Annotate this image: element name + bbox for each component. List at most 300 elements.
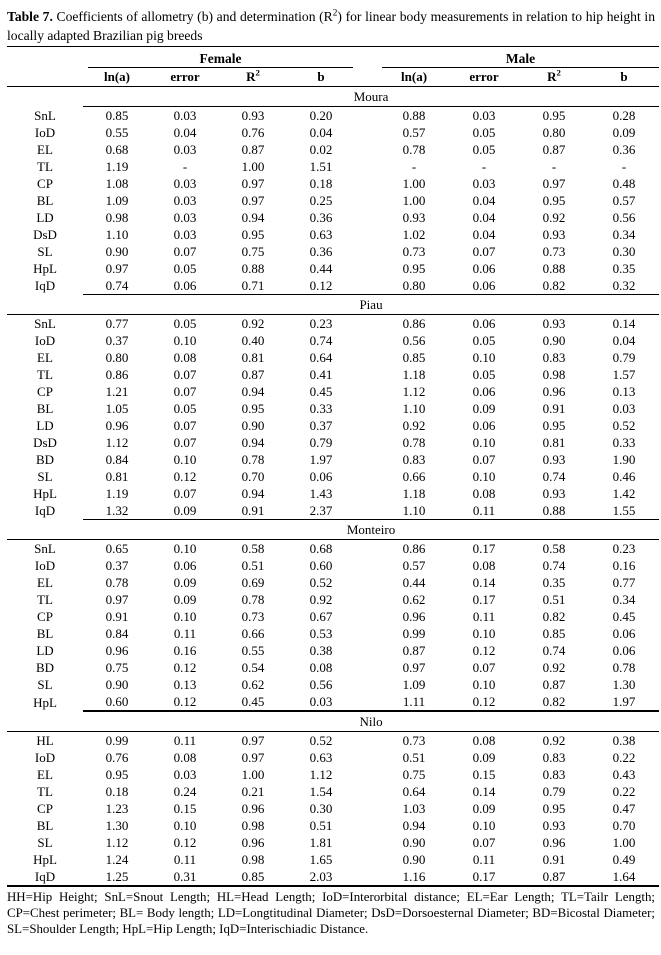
value-cell: 0.16 <box>173 643 197 658</box>
female-b-header: b <box>287 68 355 87</box>
value-cell: 0.20 <box>309 108 333 123</box>
value-cell: 0.12 <box>151 693 219 711</box>
value-cell: 0.68 <box>105 142 129 157</box>
value-cell: 0.83 <box>402 452 426 467</box>
gap-cell <box>355 502 379 520</box>
row-label: IqD <box>7 868 83 886</box>
value-cell: 0.07 <box>173 367 197 382</box>
row-label: IqD <box>34 503 56 519</box>
male-error-header: error <box>449 68 519 87</box>
value-cell: 0.62 <box>241 677 265 692</box>
section-label: Monteiro <box>83 520 659 540</box>
value-cell: 0.09 <box>472 750 496 765</box>
value-cell: 0.07 <box>173 418 197 433</box>
table-row <box>7 434 659 451</box>
value-cell: 0.87 <box>241 142 265 157</box>
value-cell: 0.53 <box>309 626 333 641</box>
gap-cell <box>355 749 379 766</box>
table-row <box>7 608 659 625</box>
table-caption <box>7 7 655 45</box>
value-cell: 0.90 <box>105 244 129 259</box>
value-cell: 0.85 <box>219 868 287 886</box>
female-error-header: error <box>151 68 219 87</box>
gap-cell <box>355 260 379 277</box>
value-cell: 1.09 <box>402 677 426 692</box>
row-label: HpL <box>33 261 57 276</box>
value-cell: 0.37 <box>105 333 129 348</box>
value-cell: 2.37 <box>287 502 355 520</box>
value-cell: 0.03 <box>472 108 496 123</box>
value-cell: 0.02 <box>309 142 333 157</box>
value-cell: 0.78 <box>612 660 636 675</box>
section-label-spacer <box>7 520 83 540</box>
value-cell: 0.84 <box>105 626 129 641</box>
value-cell: 0.45 <box>612 609 636 624</box>
value-cell: 0.92 <box>542 733 566 748</box>
value-cell: 0.83 <box>542 767 566 782</box>
value-cell: 0.13 <box>612 384 636 399</box>
value-cell: 0.23 <box>612 541 636 556</box>
value-cell: 0.10 <box>472 677 496 692</box>
value-cell: 0.95 <box>542 801 566 816</box>
value-cell: 0.95 <box>241 227 265 242</box>
gap-cell <box>355 732 379 750</box>
value-cell: 0.88 <box>402 108 426 123</box>
value-cell: 0.11 <box>472 852 496 867</box>
value-cell: 0.03 <box>173 142 197 157</box>
value-cell: 0.06 <box>173 558 197 573</box>
value-cell: 0.67 <box>309 609 333 624</box>
value-cell: 1.10 <box>402 401 426 416</box>
value-cell: 0.56 <box>309 677 333 692</box>
value-cell: 0.90 <box>241 418 265 433</box>
value-cell: 0.91 <box>542 852 566 867</box>
value-cell: 0.74 <box>542 558 566 573</box>
value-cell: 0.12 <box>173 660 197 675</box>
value-cell: 0.96 <box>105 418 129 433</box>
value-cell: 0.34 <box>612 227 636 242</box>
value-cell: 0.90 <box>542 333 566 348</box>
value-cell: 0.73 <box>241 609 265 624</box>
value-cell: 0.38 <box>612 733 636 748</box>
value-cell: 0.97 <box>542 176 566 191</box>
table-footnote: HH=Hip Height; SnL=Snout Length; HL=Head Length; IoD=Interorbital distance; EL=Ear Length; TL=Tailr Length; CP=Chest perimeter; BL= Body length; LD=Longtitudinal Diameter; DsD=Dorsoesternal Diameter; BD=Bicostal Diameter; SL=Shoulder Length; HpL=Hip Length; IqD=Interischiadic Distance. <box>7 890 655 936</box>
value-cell: 0.87 <box>402 643 426 658</box>
value-cell: 0.96 <box>105 643 129 658</box>
section-label-spacer <box>7 711 83 732</box>
value-cell: 0.43 <box>612 767 636 782</box>
value-cell: 1.97 <box>309 452 333 467</box>
value-cell: 0.49 <box>612 852 636 867</box>
value-cell: 0.06 <box>449 277 519 295</box>
gap-cell <box>355 642 379 659</box>
value-cell: 0.04 <box>173 125 197 140</box>
value-cell: 0.21 <box>241 784 265 799</box>
value-cell: 0.55 <box>105 125 129 140</box>
value-cell: 0.57 <box>402 125 426 140</box>
gap-cell <box>355 349 379 366</box>
value-cell: 0.10 <box>173 541 197 556</box>
value-cell: 1.09 <box>105 193 129 208</box>
gap-cell <box>355 800 379 817</box>
value-cell: 0.52 <box>612 418 636 433</box>
section-label-row <box>7 87 659 107</box>
value-cell: 0.10 <box>173 818 197 833</box>
value-cell: 0.92 <box>402 418 426 433</box>
value-cell: 1.02 <box>402 227 426 242</box>
value-cell: 1.00 <box>241 767 265 782</box>
value-cell: 0.12 <box>472 643 496 658</box>
table-row <box>7 315 659 333</box>
value-cell: 0.37 <box>105 558 129 573</box>
value-cell: 1.10 <box>105 227 129 242</box>
value-cell: 0.03 <box>173 767 197 782</box>
value-cell: 0.18 <box>105 784 129 799</box>
value-cell: 0.07 <box>472 835 496 850</box>
value-cell: 0.04 <box>472 193 496 208</box>
table-row <box>7 383 659 400</box>
value-cell: 0.56 <box>402 333 426 348</box>
gap-cell <box>355 277 379 295</box>
table-row <box>7 332 659 349</box>
value-cell: 0.11 <box>173 733 197 748</box>
gap-cell <box>355 591 379 608</box>
value-cell: 0.56 <box>612 210 636 225</box>
table-row <box>7 107 659 125</box>
value-cell: 1.57 <box>612 367 636 382</box>
value-cell: 0.51 <box>402 750 426 765</box>
value-cell: 1.51 <box>309 159 333 174</box>
value-cell: 0.75 <box>241 244 265 259</box>
value-cell: 1.08 <box>105 176 129 191</box>
value-cell: 0.12 <box>173 835 197 850</box>
section-label: Piau <box>83 295 659 315</box>
value-cell: 0.70 <box>612 818 636 833</box>
value-cell: 0.83 <box>542 350 566 365</box>
value-cell: 0.78 <box>241 592 265 607</box>
row-label: BL <box>36 193 54 208</box>
value-cell: 1.54 <box>309 784 333 799</box>
row-label: SL <box>37 677 53 692</box>
value-cell: 0.09 <box>173 575 197 590</box>
caption-text-a: Coefficients of allometry (b) and determination (R <box>52 9 333 24</box>
table-row <box>7 175 659 192</box>
value-cell: 0.63 <box>309 750 333 765</box>
gap-cell <box>355 400 379 417</box>
row-label: SL <box>37 469 53 484</box>
value-cell: 0.96 <box>241 801 265 816</box>
value-cell: 0.44 <box>309 261 333 276</box>
value-cell: 0.09 <box>612 125 636 140</box>
value-cell: 0.35 <box>612 261 636 276</box>
gap-cell <box>355 124 379 141</box>
value-cell: 0.71 <box>219 277 287 295</box>
value-cell: 0.05 <box>173 261 197 276</box>
table-row <box>7 557 659 574</box>
gap-cell <box>355 659 379 676</box>
value-cell: 1.65 <box>309 852 333 867</box>
value-cell: 0.98 <box>241 818 265 833</box>
value-cell: 0.81 <box>105 469 129 484</box>
value-cell: 0.80 <box>105 350 129 365</box>
value-cell: - <box>481 159 487 174</box>
value-cell: 0.06 <box>472 316 496 331</box>
value-cell: 1.16 <box>379 868 449 886</box>
value-cell: 0.46 <box>612 469 636 484</box>
value-cell: 0.24 <box>173 784 197 799</box>
row-label: CP <box>37 801 53 816</box>
row-label: TL <box>37 367 53 382</box>
female-lna-header: ln(a) <box>83 68 151 87</box>
value-cell: 0.13 <box>173 677 197 692</box>
value-cell: 0.97 <box>105 261 129 276</box>
value-cell: 0.10 <box>472 350 496 365</box>
value-cell: 0.31 <box>151 868 219 886</box>
value-cell: 0.79 <box>612 350 636 365</box>
value-cell: 0.79 <box>542 784 566 799</box>
row-label: BD <box>35 452 55 467</box>
value-cell: 0.97 <box>241 733 265 748</box>
table-row <box>7 209 659 226</box>
value-cell: 0.95 <box>402 261 426 276</box>
value-cell: 0.86 <box>105 367 129 382</box>
gap-cell <box>355 625 379 642</box>
value-cell: 0.05 <box>472 333 496 348</box>
row-label: SL <box>37 244 53 259</box>
table-row <box>7 260 659 277</box>
value-cell: 0.78 <box>402 142 426 157</box>
value-cell: 0.08 <box>173 750 197 765</box>
value-cell: 0.58 <box>241 541 265 556</box>
row-label: EL <box>37 575 53 590</box>
female-group-cell <box>83 47 355 68</box>
value-cell: 0.45 <box>219 693 287 711</box>
value-cell: 0.93 <box>402 210 426 225</box>
value-cell: 0.87 <box>519 868 589 886</box>
value-cell: 1.18 <box>402 486 426 501</box>
value-cell: 0.22 <box>612 784 636 799</box>
value-cell: 1.03 <box>402 801 426 816</box>
row-label: EL <box>37 767 53 782</box>
value-cell: 0.94 <box>241 384 265 399</box>
caption-text-b: ) for linear body measurements in relation to hip height in locally adapted Brazilian pig breeds <box>7 9 655 43</box>
row-label: EL <box>37 142 53 157</box>
value-cell: 0.03 <box>173 227 197 242</box>
section-label: Moura <box>83 87 659 107</box>
value-cell: 0.47 <box>612 801 636 816</box>
allometry-table <box>7 46 659 887</box>
table-row <box>7 676 659 693</box>
value-cell: 0.91 <box>105 609 129 624</box>
value-cell: 0.10 <box>472 626 496 641</box>
table-row <box>7 141 659 158</box>
gap-cell <box>355 383 379 400</box>
value-cell: 0.79 <box>309 435 333 450</box>
gap-cell <box>355 676 379 693</box>
gap-cell <box>355 468 379 485</box>
group-header-row <box>7 47 659 68</box>
value-cell: 0.10 <box>472 469 496 484</box>
value-cell: 1.32 <box>83 502 151 520</box>
value-cell: 0.36 <box>309 244 333 259</box>
table-row <box>7 243 659 260</box>
value-cell: 0.75 <box>105 660 129 675</box>
row-label: SL <box>37 835 53 850</box>
value-cell: 0.93 <box>542 227 566 242</box>
value-cell: 0.74 <box>83 277 151 295</box>
value-cell: 0.12 <box>449 693 519 711</box>
value-cell: 0.10 <box>173 609 197 624</box>
value-cell: 0.09 <box>472 801 496 816</box>
value-cell: 0.66 <box>402 469 426 484</box>
table-number: Table 7. <box>7 9 53 24</box>
value-cell: 0.66 <box>241 626 265 641</box>
table-row <box>7 540 659 558</box>
row-label: HL <box>36 733 54 748</box>
value-cell: 0.81 <box>241 350 265 365</box>
value-cell: 0.90 <box>402 835 426 850</box>
value-cell: 1.30 <box>105 818 129 833</box>
row-label: BL <box>36 626 54 641</box>
row-label: BL <box>36 818 54 833</box>
male-group-header: Male <box>382 51 659 68</box>
table-row <box>7 749 659 766</box>
value-cell: 0.25 <box>309 193 333 208</box>
row-label: DsD <box>33 227 57 242</box>
value-cell: 0.30 <box>309 801 333 816</box>
male-group-cell <box>379 47 659 68</box>
value-cell: 0.60 <box>309 558 333 573</box>
value-cell: - <box>411 159 417 174</box>
value-cell: 0.88 <box>241 261 265 276</box>
value-cell: 0.14 <box>612 316 636 331</box>
value-cell: 0.33 <box>612 435 636 450</box>
value-cell: 1.97 <box>589 693 659 711</box>
value-cell: 0.03 <box>173 108 197 123</box>
section-label-spacer <box>7 87 83 107</box>
value-cell: 0.97 <box>241 750 265 765</box>
gap-cell <box>355 158 379 175</box>
value-cell: 0.93 <box>542 316 566 331</box>
value-cell: 0.08 <box>472 733 496 748</box>
value-cell: 0.65 <box>105 541 129 556</box>
row-label: IoD <box>34 125 56 140</box>
value-cell: - <box>182 159 188 174</box>
value-cell: 0.07 <box>173 244 197 259</box>
table-row <box>7 625 659 642</box>
value-cell: 0.94 <box>241 486 265 501</box>
value-cell: 0.80 <box>379 277 449 295</box>
value-cell: 0.97 <box>402 660 426 675</box>
value-cell: 1.21 <box>105 384 129 399</box>
value-cell: 0.70 <box>241 469 265 484</box>
value-cell: 0.93 <box>542 452 566 467</box>
value-cell: 0.37 <box>309 418 333 433</box>
value-cell: 0.07 <box>173 486 197 501</box>
gap-cell <box>355 192 379 209</box>
value-cell: 1.12 <box>309 767 333 782</box>
value-cell: 0.05 <box>472 142 496 157</box>
female-group-header: Female <box>88 51 353 68</box>
value-cell: 0.40 <box>241 333 265 348</box>
value-cell: 0.82 <box>519 693 589 711</box>
table-body <box>7 87 659 887</box>
value-cell: 2.03 <box>287 868 355 886</box>
value-cell: 0.95 <box>105 767 129 782</box>
value-cell: 0.90 <box>402 852 426 867</box>
value-cell: 1.55 <box>589 502 659 520</box>
value-cell: 0.95 <box>542 193 566 208</box>
value-cell: 0.03 <box>173 193 197 208</box>
value-cell: 0.38 <box>309 643 333 658</box>
table-row <box>7 574 659 591</box>
value-cell: 0.35 <box>542 575 566 590</box>
row-label: HpL <box>33 694 57 710</box>
value-cell: 0.17 <box>472 592 496 607</box>
value-cell: 1.11 <box>379 693 449 711</box>
value-cell: - <box>551 159 557 174</box>
value-cell: 0.04 <box>472 210 496 225</box>
value-cell: 0.69 <box>241 575 265 590</box>
value-cell: 0.11 <box>173 626 197 641</box>
value-cell: 0.07 <box>173 384 197 399</box>
value-cell: 0.73 <box>402 733 426 748</box>
table-row <box>7 693 659 711</box>
value-cell: 0.15 <box>173 801 197 816</box>
value-cell: 0.03 <box>173 176 197 191</box>
value-cell: 0.10 <box>472 818 496 833</box>
section-label: Nilo <box>83 711 659 732</box>
table-row <box>7 158 659 175</box>
value-cell: 0.87 <box>241 367 265 382</box>
value-cell: 0.83 <box>542 750 566 765</box>
row-label: TL <box>37 592 53 607</box>
value-cell: 0.63 <box>309 227 333 242</box>
value-cell: 0.33 <box>309 401 333 416</box>
group-gap-cell <box>355 47 379 68</box>
value-cell: 0.64 <box>402 784 426 799</box>
table-row <box>7 366 659 383</box>
value-cell: 0.04 <box>309 125 333 140</box>
value-cell: 0.77 <box>612 575 636 590</box>
value-cell: 0.10 <box>173 333 197 348</box>
value-cell: 0.51 <box>241 558 265 573</box>
value-cell: 0.73 <box>542 244 566 259</box>
section-label-row <box>7 520 659 540</box>
value-cell: 0.06 <box>612 643 636 658</box>
value-cell: 1.00 <box>612 835 636 850</box>
table-row <box>7 124 659 141</box>
value-cell: 0.06 <box>151 277 219 295</box>
value-cell: 0.06 <box>472 384 496 399</box>
value-cell: 0.95 <box>241 401 265 416</box>
value-cell: 0.57 <box>402 558 426 573</box>
value-cell: 1.64 <box>589 868 659 886</box>
value-cell: 0.11 <box>472 609 496 624</box>
gap-cell <box>355 817 379 834</box>
value-cell: 0.78 <box>402 435 426 450</box>
value-cell: 1.23 <box>105 801 129 816</box>
row-label: SnL <box>34 107 56 123</box>
gap-cell <box>355 485 379 502</box>
value-cell: 0.62 <box>402 592 426 607</box>
value-cell: 0.11 <box>449 502 519 520</box>
value-cell: 1.42 <box>612 486 636 501</box>
gap-cell <box>355 366 379 383</box>
table-row <box>7 817 659 834</box>
value-cell: 0.28 <box>612 108 636 123</box>
value-cell: 0.96 <box>542 384 566 399</box>
